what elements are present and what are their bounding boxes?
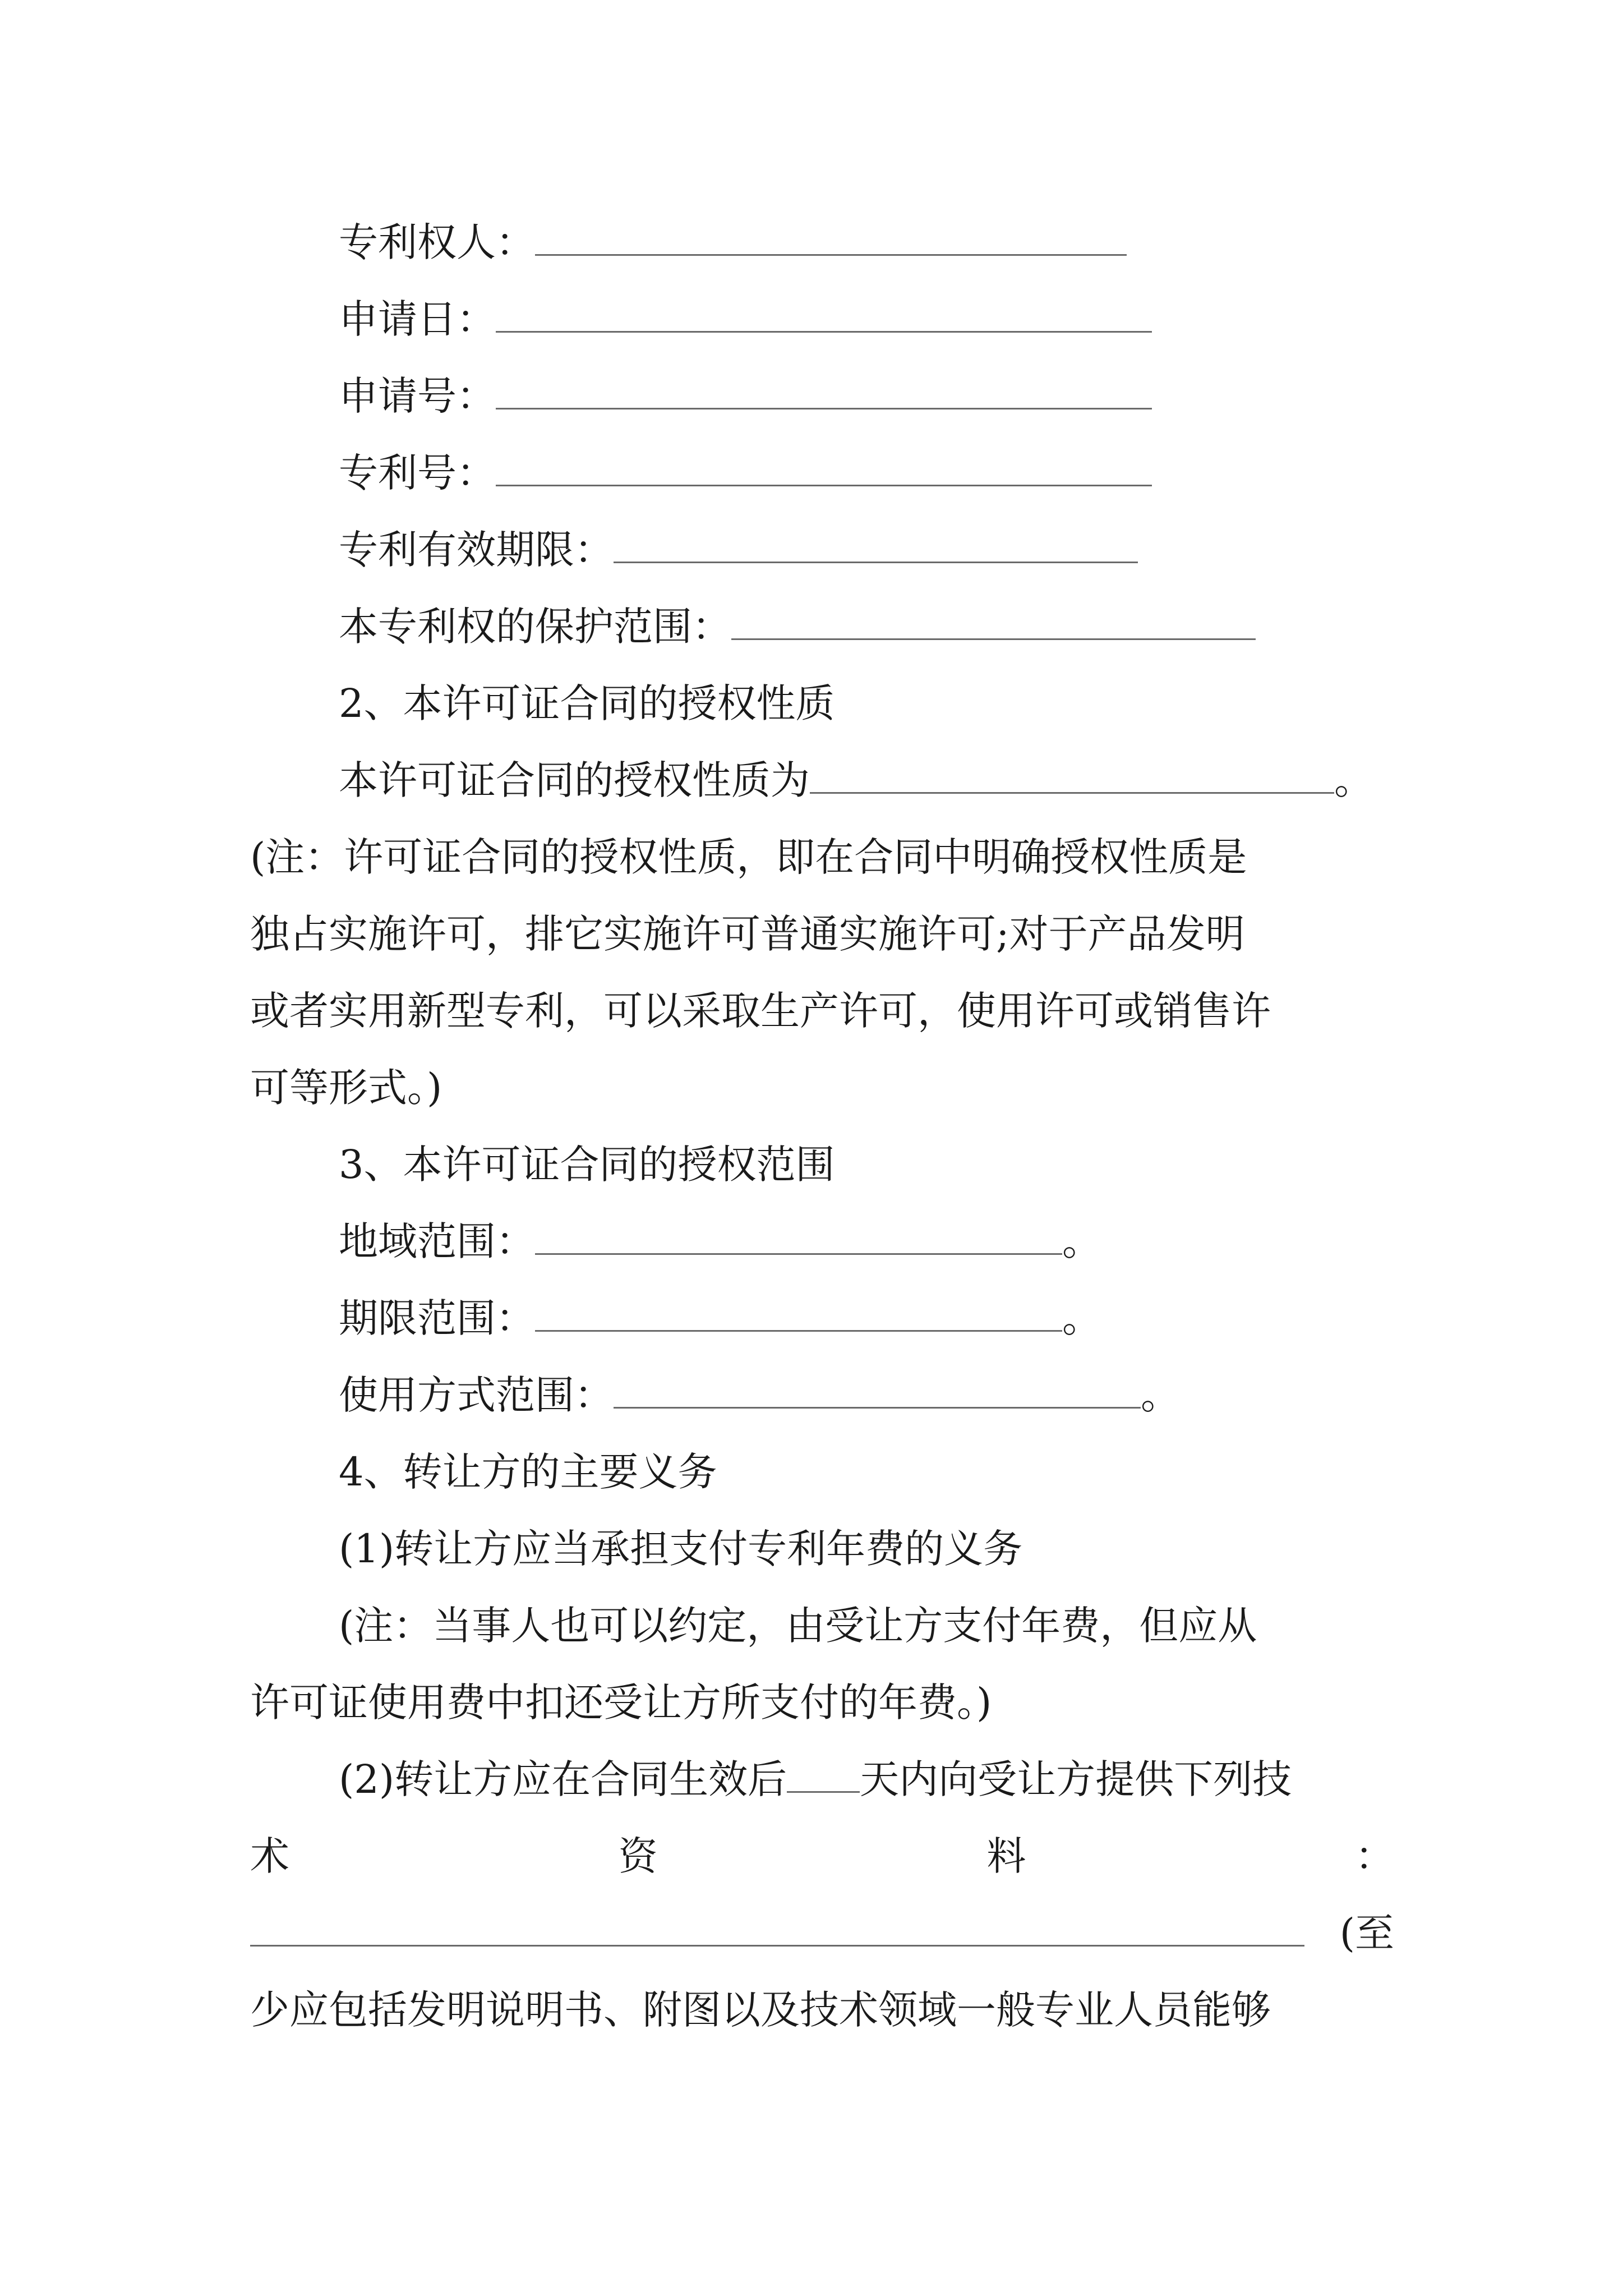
section4-item2-last: 少应包括发明说明书、附图以及技术领域一般专业人员能够 bbox=[250, 1987, 1271, 2033]
application-date-blank[interactable] bbox=[496, 298, 1152, 333]
section2-note-line: 可等形式。) bbox=[250, 1065, 442, 1111]
territory-line bbox=[339, 1213, 1101, 1269]
patent-number-label: 专利号： bbox=[339, 450, 496, 496]
territory-blank[interactable] bbox=[535, 1221, 1062, 1255]
application-number-label: 申请号： bbox=[339, 373, 496, 419]
protection-scope-label: 本专利权的保护范围： bbox=[339, 604, 731, 650]
section4-item2-prefix: (2)转让方应在合同生效后 bbox=[339, 1756, 787, 1802]
section4-item1: (1)转让方应当承担支付专利年费的义务 bbox=[339, 1526, 1023, 1572]
section2-sentence-line bbox=[339, 752, 1373, 808]
territory-label: 地域范围： bbox=[339, 1218, 535, 1264]
days-blank[interactable] bbox=[787, 1759, 860, 1793]
section2-note-line: (注：许可证合同的授权性质，即在合同中明确授权性质是 bbox=[250, 834, 1247, 880]
application-date-line bbox=[339, 291, 1152, 347]
technical-materials-line bbox=[250, 1905, 1394, 1961]
section4-item2-spread-line bbox=[250, 1828, 1394, 1884]
patent-number-blank[interactable] bbox=[496, 452, 1152, 486]
technical-materials-blank[interactable] bbox=[250, 1912, 1304, 1947]
validity-period-label: 专利有效期限： bbox=[339, 527, 614, 573]
patentee-blank[interactable] bbox=[535, 222, 1127, 256]
usage-label: 使用方式范围： bbox=[339, 1372, 614, 1418]
usage-period: 。 bbox=[1141, 1372, 1180, 1418]
term-line bbox=[339, 1290, 1101, 1346]
territory-period: 。 bbox=[1062, 1218, 1101, 1264]
protection-scope-blank[interactable] bbox=[731, 606, 1256, 640]
patentee-label: 专利权人： bbox=[339, 219, 535, 265]
term-label: 期限范围： bbox=[339, 1295, 535, 1341]
section2-period: 。 bbox=[1334, 757, 1373, 803]
patentee-line bbox=[339, 214, 1127, 270]
section4-heading: 4、转让方的主要义务 bbox=[339, 1449, 717, 1495]
term-period: 。 bbox=[1062, 1295, 1101, 1341]
section4-item2-line bbox=[339, 1751, 1292, 1807]
term-blank[interactable] bbox=[535, 1297, 1062, 1332]
validity-period-blank[interactable] bbox=[614, 529, 1138, 563]
application-number-blank[interactable] bbox=[496, 375, 1152, 409]
spread-char: ： bbox=[1354, 1833, 1394, 1879]
section2-heading: 2、本许可证合同的授权性质 bbox=[339, 680, 835, 726]
section2-note-line: 或者实用新型专利，可以采取生产许可，使用许可或销售许 bbox=[250, 988, 1271, 1034]
section4-note1-line1: (注：当事人也可以约定，由受让方支付年费，但应从 bbox=[339, 1603, 1257, 1649]
application-date-label: 申请日： bbox=[339, 296, 496, 342]
patent-number-line bbox=[339, 445, 1152, 501]
section3-heading: 3、本许可证合同的授权范围 bbox=[339, 1142, 835, 1188]
usage-line bbox=[339, 1367, 1180, 1423]
section4-item2-suffix: 天内向受让方提供下列技 bbox=[860, 1756, 1292, 1802]
section4-note1-line2: 许可证使用费中扣还受让方所支付的年费。) bbox=[250, 1680, 992, 1726]
authorization-nature-blank[interactable] bbox=[810, 760, 1334, 794]
protection-scope-line bbox=[339, 599, 1256, 655]
section2-note-line: 独占实施许可，排它实施许可普通实施许可;对于产品发明 bbox=[250, 911, 1245, 957]
section4-item2-tail: (至 bbox=[1339, 1910, 1394, 1956]
validity-period-line bbox=[339, 522, 1138, 578]
spread-char: 料 bbox=[986, 1833, 1026, 1879]
spread-char: 术 bbox=[250, 1833, 289, 1879]
section2-sentence: 本许可证合同的授权性质为 bbox=[339, 757, 810, 803]
spread-char: 资 bbox=[618, 1833, 658, 1879]
application-number-line bbox=[339, 368, 1152, 424]
usage-blank[interactable] bbox=[614, 1374, 1141, 1409]
